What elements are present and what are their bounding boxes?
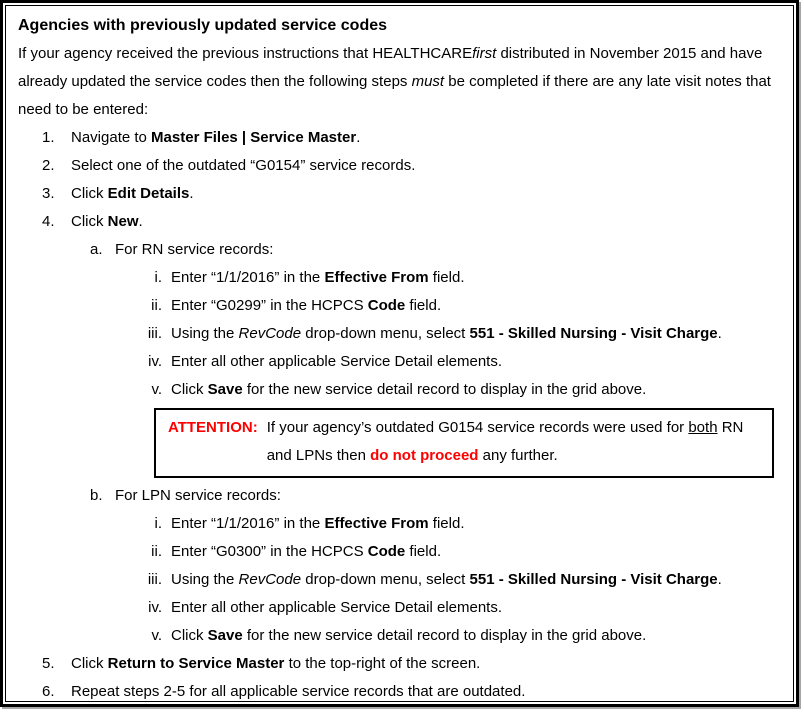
step-text-plain: drop-down menu, select — [301, 571, 470, 588]
page-title: Agencies with previously updated service codes — [18, 17, 388, 34]
substep-a — [14, 236, 785, 264]
step-text-plain: Select one of the outdated “G0154” service records. — [71, 157, 416, 174]
step-text-plain: Click — [171, 381, 208, 398]
step-text-plain: For LPN service records: — [115, 487, 281, 504]
roman-numeral: ii. — [151, 543, 162, 560]
step-text-plain: Click — [71, 655, 108, 672]
substep-text — [171, 348, 785, 376]
field-name-italic: RevCode — [238, 325, 302, 342]
button-name-bold: New — [107, 213, 139, 230]
substep-b — [14, 482, 785, 510]
substep-text — [115, 482, 785, 510]
option-value-bold: 551 - Skilled Nursing - Visit Charge — [469, 571, 718, 588]
do-not-proceed-warning: do not proceed — [370, 447, 479, 464]
roman-numeral: iii. — [147, 571, 162, 588]
step-text-plain: Using the — [171, 571, 239, 588]
roman-numeral: v. — [151, 627, 162, 644]
step-text-plain: . — [189, 185, 194, 202]
step-number: 6. — [42, 683, 55, 700]
step-text-plain: Click — [171, 627, 208, 644]
step-text-plain: field. — [405, 297, 442, 314]
step-number: 1. — [42, 129, 55, 146]
step-text-plain: Repeat steps 2-5 for all applicable service records that are outdated. — [71, 683, 526, 700]
roman-numeral: iii. — [147, 325, 162, 342]
step-text — [71, 124, 785, 152]
field-name-bold: Code — [367, 297, 406, 314]
intro-text: distributed in November 2015 and have already updated the service codes then the following steps — [18, 45, 763, 90]
substep-a-i — [14, 264, 785, 292]
step-text — [71, 208, 785, 236]
substep-b-ii — [14, 538, 785, 566]
substep-text — [171, 376, 785, 404]
step-4 — [14, 208, 785, 236]
substep-text — [171, 538, 785, 566]
step-text-plain: . — [717, 325, 722, 342]
substep-text — [171, 622, 785, 650]
button-name-bold: Save — [207, 627, 243, 644]
substep-letter: a. — [90, 241, 103, 258]
substep-text — [171, 264, 785, 292]
step-text-plain: Enter “G0299” in the HCPCS — [171, 297, 368, 314]
step-number: 5. — [42, 655, 55, 672]
substep-text — [171, 566, 785, 594]
attention-message — [267, 414, 762, 470]
menu-path-bold: Master Files | Service Master — [151, 129, 357, 146]
step-number: 4. — [42, 213, 55, 230]
step-text-plain: . — [717, 571, 722, 588]
step-text — [71, 678, 785, 702]
substep-b-iv — [14, 594, 785, 622]
roman-numeral: v. — [151, 381, 162, 398]
step-text-plain: field. — [428, 515, 465, 532]
inner-border-frame — [5, 5, 794, 702]
step-text — [71, 650, 785, 678]
roman-numeral: iv. — [148, 599, 162, 616]
substep-text — [171, 320, 785, 348]
roman-numeral: i. — [154, 515, 162, 532]
substep-letter: b. — [90, 487, 103, 504]
substep-text — [115, 236, 785, 264]
step-text-plain: drop-down menu, select — [301, 325, 470, 342]
button-name-bold: Save — [207, 381, 243, 398]
field-name-bold: Effective From — [324, 269, 429, 286]
attention-label: ATTENTION: — [168, 419, 258, 436]
roman-numeral: i. — [154, 269, 162, 286]
substep-a-ii — [14, 292, 785, 320]
substep-b-v — [14, 622, 785, 650]
substep-text — [171, 292, 785, 320]
intro-text: If your agency received the previous instructions that HEALTHCARE — [18, 45, 473, 62]
attention-text-plain: RN and LPNs then — [266, 419, 744, 464]
substep-text — [171, 594, 785, 622]
step-text-plain: to the top-right of the screen. — [284, 655, 481, 672]
attention-text-plain: If your agency’s outdated G0154 service records were used for — [266, 419, 689, 436]
step-text-plain: . — [138, 213, 143, 230]
substep-a-iii — [14, 320, 785, 348]
step-text-plain: Enter all other applicable Service Detail elements. — [171, 353, 503, 370]
step-3 — [14, 180, 785, 208]
substep-b-i — [14, 510, 785, 538]
step-2 — [14, 152, 785, 180]
step-text — [71, 152, 785, 180]
step-text-plain: for the new service detail record to display in the grid above. — [242, 381, 647, 398]
intro-text: be completed if there are any late visit notes that need to be entered: — [18, 73, 771, 118]
substep-a-v — [14, 376, 785, 404]
step-text-plain: For RN service records: — [115, 241, 274, 258]
step-number: 2. — [42, 157, 55, 174]
step-text-plain: field. — [405, 543, 442, 560]
substep-a-iv — [14, 348, 785, 376]
step-text-plain: field. — [428, 269, 465, 286]
field-name-bold: Code — [367, 543, 406, 560]
step-6 — [14, 678, 785, 702]
step-number: 3. — [42, 185, 55, 202]
attention-text-plain: any further. — [478, 447, 558, 464]
button-name-bold: Return to Service Master — [107, 655, 285, 672]
field-name-italic: RevCode — [238, 571, 302, 588]
roman-numeral: iv. — [148, 353, 162, 370]
step-5 — [14, 650, 785, 678]
step-text-plain: Click — [71, 185, 108, 202]
step-text-plain: . — [356, 129, 361, 146]
step-text-plain: Enter “G0300” in the HCPCS — [171, 543, 368, 560]
field-name-bold: Effective From — [324, 515, 429, 532]
step-text-plain: Click — [71, 213, 108, 230]
step-text-plain: for the new service detail record to display in the grid above. — [242, 627, 647, 644]
step-text-plain: Enter “1/1/2016” in the — [171, 515, 325, 532]
attention-box — [154, 408, 774, 478]
substep-b-iii — [14, 566, 785, 594]
option-value-bold: 551 - Skilled Nursing - Visit Charge — [469, 325, 718, 342]
step-text-plain: Enter “1/1/2016” in the — [171, 269, 325, 286]
substep-text — [171, 510, 785, 538]
step-1 — [14, 124, 785, 152]
intro-paragraph — [14, 40, 785, 124]
brand-suffix-italic: first — [472, 45, 497, 62]
button-name-bold: Edit Details — [107, 185, 190, 202]
both-underlined: both — [688, 419, 718, 436]
step-text-plain: Enter all other applicable Service Detail elements. — [171, 599, 503, 616]
step-text-plain: Using the — [171, 325, 239, 342]
must-emphasis: must — [411, 73, 445, 90]
roman-numeral: ii. — [151, 297, 162, 314]
step-text-plain: Navigate to — [71, 129, 152, 146]
step-text — [71, 180, 785, 208]
